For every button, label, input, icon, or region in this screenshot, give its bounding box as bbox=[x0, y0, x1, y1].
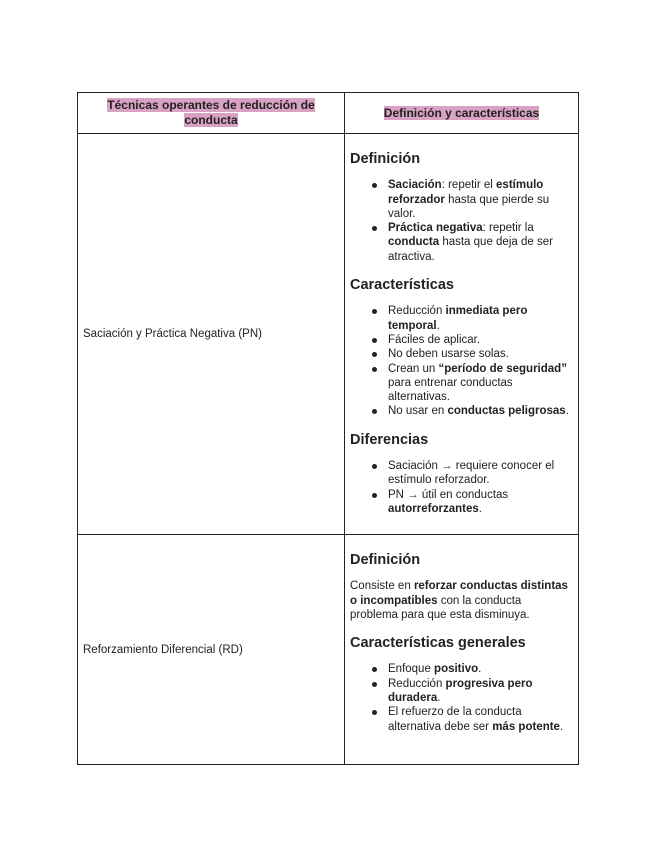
text-run: . bbox=[478, 663, 482, 676]
table-header-row bbox=[78, 93, 579, 134]
list-item bbox=[388, 459, 572, 488]
bold-text: progresiva pero duradera bbox=[388, 677, 533, 705]
list-item bbox=[388, 488, 572, 517]
text-run: No usar en bbox=[388, 405, 448, 418]
list-item bbox=[388, 178, 572, 221]
text-run: Consiste en bbox=[350, 580, 414, 593]
text-run: : repetir el bbox=[441, 179, 497, 192]
text-run: . bbox=[559, 720, 564, 733]
section-title-definicion: Definición bbox=[350, 151, 421, 167]
table-row bbox=[78, 535, 579, 765]
header-definition-label: Definición y características bbox=[383, 105, 540, 120]
text-run: Saciación → requiere conocer el estímulo reforzador. bbox=[388, 460, 555, 487]
text-run: Crean un bbox=[388, 362, 439, 375]
text-run: . bbox=[478, 502, 482, 515]
list-item bbox=[388, 221, 572, 264]
text-run: para entrenar conductas alternativas. bbox=[388, 376, 513, 404]
definition-cell bbox=[345, 535, 579, 765]
technique-name: Saciación y Práctica Negativa (PN) bbox=[83, 328, 262, 340]
bold-text: Saciación bbox=[388, 179, 442, 192]
text-run: : repetir la bbox=[482, 222, 534, 235]
list-item bbox=[388, 677, 572, 706]
technique-cell bbox=[78, 535, 345, 765]
differences-list bbox=[350, 459, 572, 516]
text-run: PN → útil en conductas bbox=[388, 488, 509, 501]
text-run: El refuerzo de la conducta alternativa debe ser bbox=[388, 706, 522, 733]
characteristics-list bbox=[350, 304, 572, 418]
text-run: . bbox=[437, 692, 441, 705]
list-item bbox=[388, 347, 572, 361]
header-cell-definition bbox=[345, 93, 579, 134]
section-title-definicion: Definición bbox=[350, 552, 421, 568]
bold-text: “período de seguridad” bbox=[438, 362, 567, 375]
technique-name: Reforzamiento Diferencial (RD) bbox=[83, 643, 243, 656]
bold-text: reforzar conductas distintas o incompatibles bbox=[350, 580, 568, 607]
techniques-table bbox=[77, 92, 579, 765]
bold-text: Práctica negativa bbox=[388, 222, 483, 235]
text-run: Fáciles de aplicar. bbox=[388, 333, 481, 346]
list-item bbox=[388, 404, 572, 418]
text-run: No deben usarse solas. bbox=[388, 348, 509, 361]
list-item bbox=[388, 662, 572, 676]
bold-text: positivo bbox=[434, 663, 479, 676]
text-run: Reducción bbox=[388, 305, 446, 318]
text-run: hasta que deja de ser atractiva. bbox=[388, 236, 553, 263]
text-run: hasta que pierde su valor. bbox=[388, 193, 550, 220]
definition-list bbox=[350, 178, 572, 264]
text-run: Enfoque bbox=[388, 663, 435, 676]
header-technique-label: Técnicas operantes de reducción de conducta bbox=[107, 98, 315, 127]
list-item bbox=[388, 304, 572, 333]
section-title-diferencias: Diferencias bbox=[350, 431, 429, 448]
technique-cell bbox=[78, 134, 345, 535]
definition-cell bbox=[345, 134, 579, 535]
definition-paragraph bbox=[350, 579, 572, 622]
text-run: . bbox=[565, 405, 569, 418]
header-cell-technique bbox=[78, 93, 345, 134]
text-run: con la conducta problema para que esta disminuya. bbox=[350, 594, 530, 621]
section-title-caracteristicas: Características generales bbox=[350, 635, 526, 652]
text-run: . bbox=[436, 319, 440, 332]
list-item bbox=[388, 333, 572, 347]
list-item bbox=[388, 705, 572, 734]
bold-text: estímulo reforzador bbox=[388, 179, 544, 206]
list-item bbox=[388, 362, 572, 405]
text-run: Reducción bbox=[388, 677, 446, 690]
section-title-caracteristicas: Características bbox=[350, 277, 454, 294]
bold-text: más potente bbox=[492, 720, 560, 733]
bold-text: autorreforzantes bbox=[388, 502, 479, 515]
characteristics-list bbox=[350, 662, 572, 733]
bold-text: inmediata pero temporal bbox=[388, 305, 528, 332]
bold-text: conductas peligrosas bbox=[447, 405, 566, 418]
bold-text: conducta bbox=[388, 236, 440, 249]
table-row bbox=[78, 134, 579, 535]
